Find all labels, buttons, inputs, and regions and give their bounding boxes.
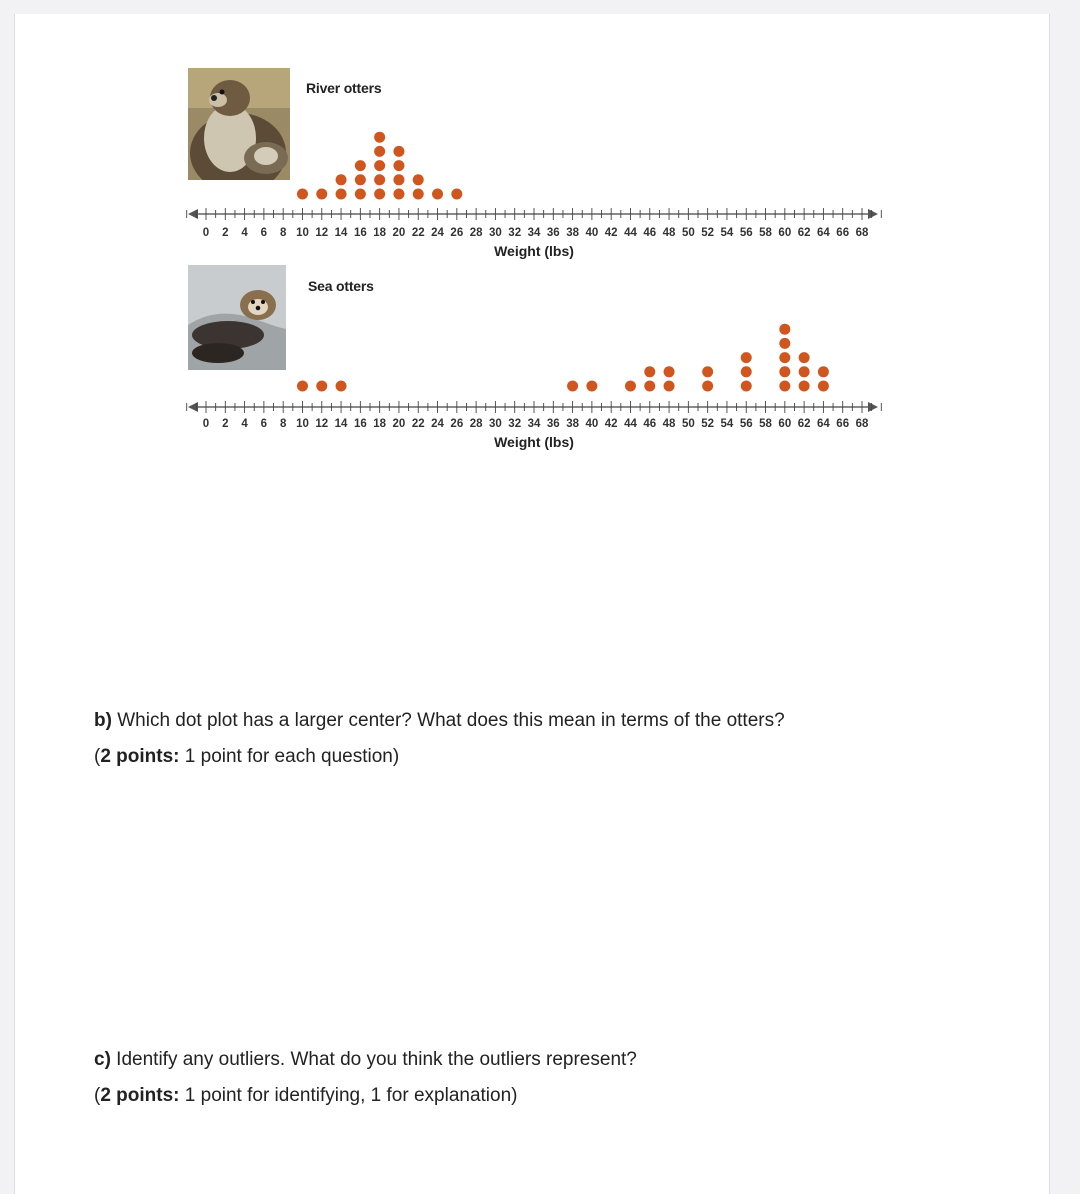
data-dot [799, 352, 810, 363]
data-dot [413, 189, 424, 200]
question-c-points-rest: 1 point for identifying, 1 for explanation) [179, 1085, 518, 1106]
tick-label: 42 [604, 418, 618, 430]
tick-label: 20 [392, 227, 406, 239]
x-axis-label: Weight (lbs) [494, 434, 574, 450]
question-b-text: Which dot plot has a larger center? What does this mean in terms of the otters? [111, 710, 785, 731]
data-dot [355, 160, 366, 171]
tick-label: 54 [720, 227, 734, 239]
data-dot [451, 189, 462, 200]
data-dot [741, 381, 752, 392]
axis-arrow-right [868, 209, 878, 219]
question-b-points-bold: 2 points: [100, 746, 180, 767]
question-c-points-bold: 2 points: [100, 1085, 180, 1106]
data-dot [374, 132, 385, 143]
data-dot [432, 189, 443, 200]
tick-label: 24 [431, 418, 444, 430]
data-dot [586, 381, 597, 392]
tick-label: 46 [643, 227, 657, 239]
tick-label: 50 [681, 227, 695, 239]
tick-label: 4 [241, 227, 248, 239]
data-dot [625, 381, 636, 392]
data-dot [818, 381, 829, 392]
tick-label: 52 [701, 418, 715, 430]
data-dot [664, 381, 675, 392]
tick-label: 18 [373, 227, 387, 239]
tick-label: 44 [624, 418, 637, 430]
tick-label: 32 [508, 418, 522, 430]
question-b-label: b) [94, 710, 112, 731]
data-dot [297, 381, 308, 392]
data-dot [297, 189, 308, 200]
tick-label: 12 [315, 227, 329, 239]
tick-label: 56 [739, 418, 753, 430]
tick-label: 58 [759, 418, 772, 430]
tick-label: 18 [373, 418, 387, 430]
data-dot [741, 352, 752, 363]
river-otters-title: River otters [306, 80, 382, 96]
data-dot [355, 189, 366, 200]
tick-label: 0 [202, 418, 210, 430]
tick-label: 48 [662, 227, 676, 239]
tick-label: 10 [296, 418, 309, 430]
tick-label: 56 [739, 227, 753, 239]
tick-label: 10 [296, 227, 309, 239]
data-dot [316, 189, 327, 200]
tick-label: 58 [759, 227, 772, 239]
tick-label: 40 [585, 227, 599, 239]
tick-label: 16 [353, 418, 367, 430]
tick-label: 44 [624, 227, 637, 239]
tick-label: 24 [431, 227, 444, 239]
tick-label: 64 [817, 227, 830, 239]
question-b-points [94, 746, 399, 769]
data-dot [779, 366, 790, 377]
data-dot [644, 381, 655, 392]
tick-label: 26 [450, 418, 464, 430]
data-dot [374, 189, 385, 200]
data-dot [336, 381, 347, 392]
tick-label: 36 [546, 227, 560, 239]
tick-label: 2 [222, 227, 229, 239]
data-dot [413, 174, 424, 185]
tick-label: 6 [260, 418, 268, 430]
data-dot [702, 366, 713, 377]
tick-label: 32 [508, 227, 522, 239]
tick-label: 62 [797, 227, 811, 239]
tick-label: 16 [353, 227, 367, 239]
question-b-points-rest: 1 point for each question) [179, 746, 400, 767]
x-axis-label: Weight (lbs) [494, 243, 574, 259]
data-dot [374, 174, 385, 185]
tick-label: 38 [566, 418, 579, 430]
tick-label: 34 [527, 418, 541, 430]
question-c-text: Identify any outliers. What do you think the outliers represent? [110, 1049, 637, 1070]
tick-label: 22 [411, 227, 425, 239]
tick-label: 62 [797, 418, 811, 430]
tick-label: 54 [720, 418, 734, 430]
question-c-points [94, 1085, 517, 1108]
tick-label: 28 [469, 227, 483, 239]
tick-label: 20 [392, 418, 406, 430]
tick-label: 30 [489, 227, 502, 239]
tick-label: 14 [334, 418, 348, 430]
data-dot [741, 366, 752, 377]
tick-label: 52 [701, 227, 715, 239]
data-dot [336, 174, 347, 185]
data-dot [393, 146, 404, 157]
tick-label: 68 [855, 418, 869, 430]
dot-plots [0, 0, 1080, 470]
tick-label: 64 [817, 418, 830, 430]
tick-label: 6 [260, 227, 268, 239]
tick-label: 4 [241, 418, 248, 430]
question-c-label: c) [94, 1049, 111, 1070]
tick-label: 28 [469, 418, 483, 430]
tick-label: 22 [411, 418, 425, 430]
tick-label: 8 [279, 227, 287, 239]
data-dot [316, 381, 327, 392]
tick-label: 40 [585, 418, 599, 430]
data-dot [355, 174, 366, 185]
tick-label: 60 [778, 227, 792, 239]
tick-label: 48 [662, 418, 676, 430]
data-dot [799, 366, 810, 377]
tick-label: 66 [836, 227, 850, 239]
tick-label: 12 [315, 418, 329, 430]
tick-label: 60 [778, 418, 792, 430]
tick-label: 26 [450, 227, 464, 239]
data-dot [818, 366, 829, 377]
data-dot [644, 366, 655, 377]
tick-label: 42 [604, 227, 618, 239]
data-dot [336, 189, 347, 200]
axis-arrow-right [868, 402, 878, 412]
data-dot [779, 338, 790, 349]
tick-label: 30 [489, 418, 502, 430]
data-dot [567, 381, 578, 392]
data-dot [374, 160, 385, 171]
tick-label: 0 [202, 227, 210, 239]
question-c [94, 1049, 637, 1072]
question-b [94, 710, 785, 733]
data-dot [664, 366, 675, 377]
data-dot [779, 352, 790, 363]
tick-label: 14 [334, 227, 348, 239]
tick-label: 2 [222, 418, 229, 430]
tick-label: 36 [546, 418, 560, 430]
sea-otters-title: Sea otters [308, 278, 374, 294]
tick-label: 50 [681, 418, 695, 430]
tick-label: 66 [836, 418, 850, 430]
data-dot [393, 189, 404, 200]
data-dot [799, 381, 810, 392]
data-dot [393, 174, 404, 185]
tick-label: 46 [643, 418, 657, 430]
question-b-paren: ( [94, 746, 101, 767]
tick-label: 8 [279, 418, 287, 430]
data-dot [374, 146, 385, 157]
tick-label: 38 [566, 227, 579, 239]
data-dot [393, 160, 404, 171]
data-dot [779, 324, 790, 335]
question-c-paren: ( [94, 1085, 101, 1106]
data-dot [779, 381, 790, 392]
data-dot [702, 381, 713, 392]
tick-label: 68 [855, 227, 869, 239]
tick-label: 34 [527, 227, 541, 239]
